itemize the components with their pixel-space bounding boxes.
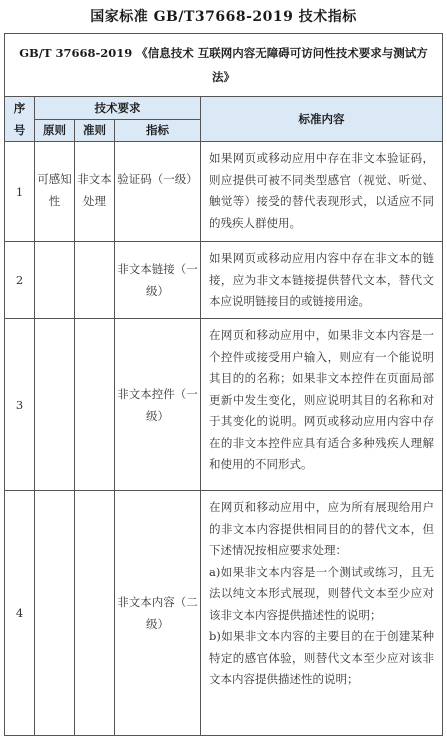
row-content xyxy=(201,242,443,319)
row-content xyxy=(201,491,443,736)
row-seq: 1 xyxy=(5,142,35,242)
content-paragraph: a)如果非文本内容是一个测试或练习，且无法以纯文本形式展现，则替代文本至少应对该非文本内容提供描述性的说明； xyxy=(209,564,435,622)
content-paragraph: 在网页和移动应用中，如果非文本内容是一个控件或接受用户输入，则应有一个能说明其目的的名称；如果非文本控件在页面局部更新中发生变化，则应说明其目的名称和对于其变化的说明。网页或移动应用内容中存在的非文本控件应具有适合多种残疾人理解和使用的不同形式。 xyxy=(209,328,435,471)
content-paragraph: 在网页和移动应用中，应为所有展现给用户的非文本内容提供相同目的的替代文本，但下述情况按相应要求处理： xyxy=(209,500,435,557)
row-seq: 3 xyxy=(5,319,35,491)
row-principle xyxy=(35,319,75,491)
tech-req-header: 技术要求 xyxy=(35,97,201,120)
table-row xyxy=(5,142,443,242)
row-principle xyxy=(35,242,75,319)
row-indicator: 验证码（一级） xyxy=(115,142,201,242)
row-seq: 4 xyxy=(5,491,35,736)
guideline-header: 准则 xyxy=(75,119,115,142)
row-principle: 可感知性 xyxy=(35,142,75,242)
seq-header-top: 序 xyxy=(13,101,26,115)
seq-header xyxy=(5,97,35,142)
row-indicator: 非文本链接（一级） xyxy=(115,242,201,319)
row-indicator: 非文本控件（一级） xyxy=(115,319,201,491)
content-paragraph: 如果网页或移动应用中存在非文本验证码，则应提供可被不同类型感官（视觉、听觉、触觉等）接受的替代表现形式，以适应不同的残疾人群使用。 xyxy=(209,151,435,230)
table-row xyxy=(5,319,443,491)
indicator-header: 指标 xyxy=(115,119,201,142)
row-guideline xyxy=(75,319,115,491)
content-paragraph: 如果网页或移动应用内容中存在非文本的链接，应为非文本链接提供替代文本，替代文本应说明链接目的或链接用途。 xyxy=(209,251,435,308)
table-caption: GB/T 37668-2019 《信息技术 互联网内容无障碍可访问性技术要求与测试方法》 xyxy=(5,34,443,97)
row-guideline xyxy=(75,491,115,736)
standard-table xyxy=(4,33,443,736)
content-paragraph: b)如果非文本内容的主要目的在于创建某种特定的感官体验，则替代文本至少应对该非文本内容提供描述性的说明； xyxy=(209,629,435,686)
page-title: 国家标准 GB/T37668-2019 技术指标 xyxy=(90,9,357,25)
row-guideline xyxy=(75,242,115,319)
table-row xyxy=(5,242,443,319)
row-guideline: 非文本处理 xyxy=(75,142,115,242)
principle-header: 原则 xyxy=(35,119,75,142)
seq-header-bottom: 号 xyxy=(13,123,26,137)
row-content xyxy=(201,142,443,242)
content-header: 标准内容 xyxy=(201,97,443,142)
row-indicator: 非文本内容（二级） xyxy=(115,491,201,736)
row-content xyxy=(201,319,443,491)
table-row xyxy=(5,491,443,736)
row-principle xyxy=(35,491,75,736)
row-seq: 2 xyxy=(5,242,35,319)
